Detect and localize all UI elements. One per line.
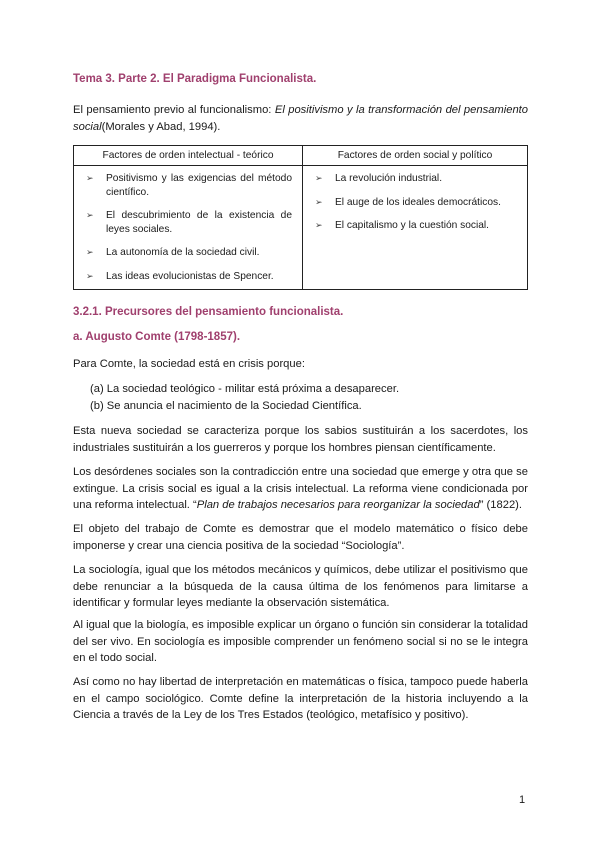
intro-citation: (Morales y Abad, 1994). (101, 120, 221, 133)
intro-italic-title: El positivismo y la transformación del pensamiento social (73, 104, 528, 133)
arrow-bullet-icon: ➢ (315, 196, 323, 207)
paragraph-1: Esta nueva sociedad se caracteriza porque los sabios sustituirán a los sacerdotes, los industriales sustituirán a los guerreros y porque los hombres piensan científicamente. (73, 425, 528, 454)
section-heading: 3.2.1. Precursores del pensamiento funcionalista. (73, 306, 344, 318)
crisis-item-a: (a) La sociedad teológico - militar está próxima a desaparecer. (90, 383, 400, 395)
intellectual-factors-cell (74, 166, 303, 290)
list-item: ➢ La autonomía de la sociedad civil. (86, 247, 260, 258)
paragraph-6: Así como no hay libertad de interpretación en matemáticas o física, tampoco puede haberla en el campo sociológico. Comte define la interpretación de la historia incluyendo a la Ciencia a través de la Ley de los Tres Estados (teológico, metafísico y positivo). (73, 676, 528, 721)
arrow-bullet-icon: ➢ (86, 270, 94, 281)
arrow-bullet-icon: ➢ (86, 210, 94, 220)
paragraph-2-italic-title: Plan de trabajos necesarios para reorganizar la sociedad (196, 499, 480, 511)
arrow-bullet-icon: ➢ (315, 173, 323, 183)
factors-table (73, 145, 528, 290)
list-item: ➢ El descubrimiento de la existencia de leyes sociales. (86, 210, 292, 235)
paragraph-2: Los desórdenes sociales son la contradicción entre una sociedad que emerge y otra que se extingue. La crisis social es igual a la crisis intelectual. La reforma viene condicionada por una reforma intelectual. “Plan de trabajos necesarios para reorganizar la sociedad” (1822). (73, 466, 528, 511)
intro-text: El pensamiento previo al funcionalismo: (73, 104, 275, 116)
list-item: ➢ La revolución industrial. (315, 173, 443, 184)
list-item: ➢ El auge de los ideales democráticos. (315, 196, 501, 208)
comte-intro: Para Comte, la sociedad está en crisis porque: (73, 358, 305, 370)
list-item: ➢ Positivismo y las exigencias del método científico. (86, 173, 292, 198)
social-factors-cell (303, 166, 528, 290)
table-header-social: Factores de orden social y político (303, 146, 528, 166)
intro-paragraph (73, 102, 528, 135)
arrow-bullet-icon: ➢ (315, 220, 323, 230)
paragraph-4: La sociología, igual que los métodos mecánicos y químicos, debe utilizar el positivismo que debe renunciar a la búsqueda de la causa última de los fenómenos para limitarse a identificar y formular leyes mediante la observación sistemática. (73, 564, 528, 609)
arrow-bullet-icon: ➢ (86, 247, 94, 257)
paragraph-3: El objeto del trabajo de Comte es demostrar que el modelo matemático o físico debe imponerse y crear una ciencia positiva de la sociedad “Sociología”. (73, 523, 528, 552)
list-item: ➢ El capitalismo y la cuestión social. (315, 220, 490, 231)
table-header-intellectual: Factores de orden intelectual - teórico (74, 146, 303, 166)
arrow-bullet-icon: ➢ (86, 173, 94, 183)
subsection-heading: a. Augusto Comte (1798-1857). (73, 331, 241, 343)
page-number: 1 (519, 794, 526, 806)
list-item: ➢ Las ideas evolucionistas de Spencer. (86, 270, 274, 282)
page-title: Tema 3. Parte 2. El Paradigma Funcionalista. (73, 73, 317, 85)
paragraph-5: Al igual que la biología, es imposible explicar un órgano o función sin considerar la totalidad del ser vivo. En sociología es imposible comprender un fenómeno social si no se le integra en el todo social. (73, 619, 528, 664)
crisis-item-b: (b) Se anuncia el nacimiento de la Sociedad Científica. (90, 400, 362, 412)
